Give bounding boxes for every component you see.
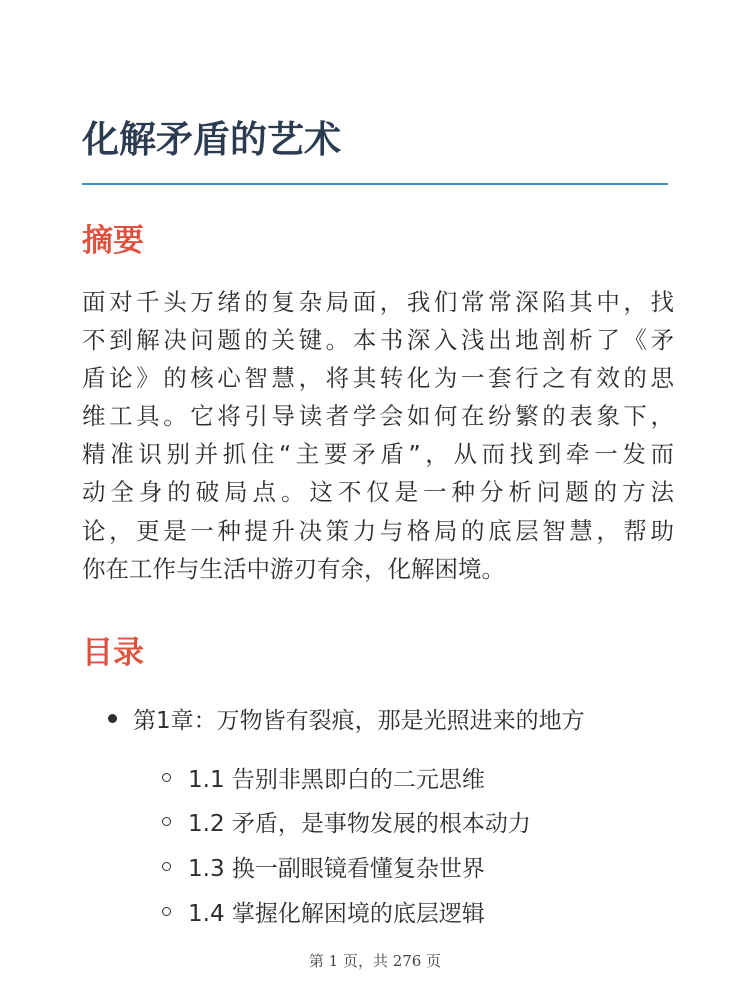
page-number-footer: 第 1 页，共 276 页 xyxy=(308,952,442,970)
title-divider xyxy=(82,183,668,185)
toc-section-label: 1.1 告别非黑即白的二元思维 xyxy=(188,766,485,793)
toc-section-label: 1.2 矛盾，是事物发展的根本动力 xyxy=(188,811,531,838)
toc-section-item[interactable] xyxy=(162,755,531,800)
toc-chapter-item[interactable] xyxy=(108,700,585,736)
toc-section-item[interactable] xyxy=(162,844,531,889)
hollow-bullet-icon xyxy=(162,817,171,826)
document-title: 化解矛盾的艺术 xyxy=(82,118,341,161)
abstract-heading: 摘要 xyxy=(82,223,144,259)
toc-chapter-label: 第1章：万物皆有裂痕，那是光照进来的地方 xyxy=(133,707,585,734)
abstract-line: 维工具。它将引导读者学会如何在纷繁的表象下， xyxy=(82,402,674,431)
hollow-bullet-icon xyxy=(162,862,171,871)
hollow-bullet-icon xyxy=(162,907,171,916)
abstract-line: 论，更是一种提升决策力与格局的底层智慧，帮助 xyxy=(82,516,674,545)
hollow-bullet-icon xyxy=(162,773,171,782)
toc-section-item[interactable] xyxy=(162,889,531,934)
toc-section-item[interactable] xyxy=(162,800,531,845)
abstract-line: 你在工作与生活中游刃有余，化解困境。 xyxy=(82,554,505,583)
toc-section-label: 1.3 换一副眼镜看懂复杂世界 xyxy=(188,855,485,882)
abstract-paragraph xyxy=(82,283,674,588)
abstract-line: 动全身的破局点。这不仅是一种分析问题的方法 xyxy=(82,478,674,507)
toc-section-label: 1.4 掌握化解困境的底层逻辑 xyxy=(188,900,485,927)
abstract-line: 不到解决问题的关键。本书深入浅出地剖析了《矛 xyxy=(82,326,674,355)
toc-section-list xyxy=(162,755,531,933)
abstract-line: 精准识别并抓住“主要矛盾”，从而找到牵一发而 xyxy=(82,440,674,469)
abstract-line: 面对千头万绪的复杂局面，我们常常深陷其中，找 xyxy=(82,288,674,316)
filled-bullet-icon xyxy=(108,714,117,723)
abstract-line: 盾论》的核心智慧，将其转化为一套行之有效的思 xyxy=(82,364,674,393)
toc-heading: 目录 xyxy=(82,635,144,671)
